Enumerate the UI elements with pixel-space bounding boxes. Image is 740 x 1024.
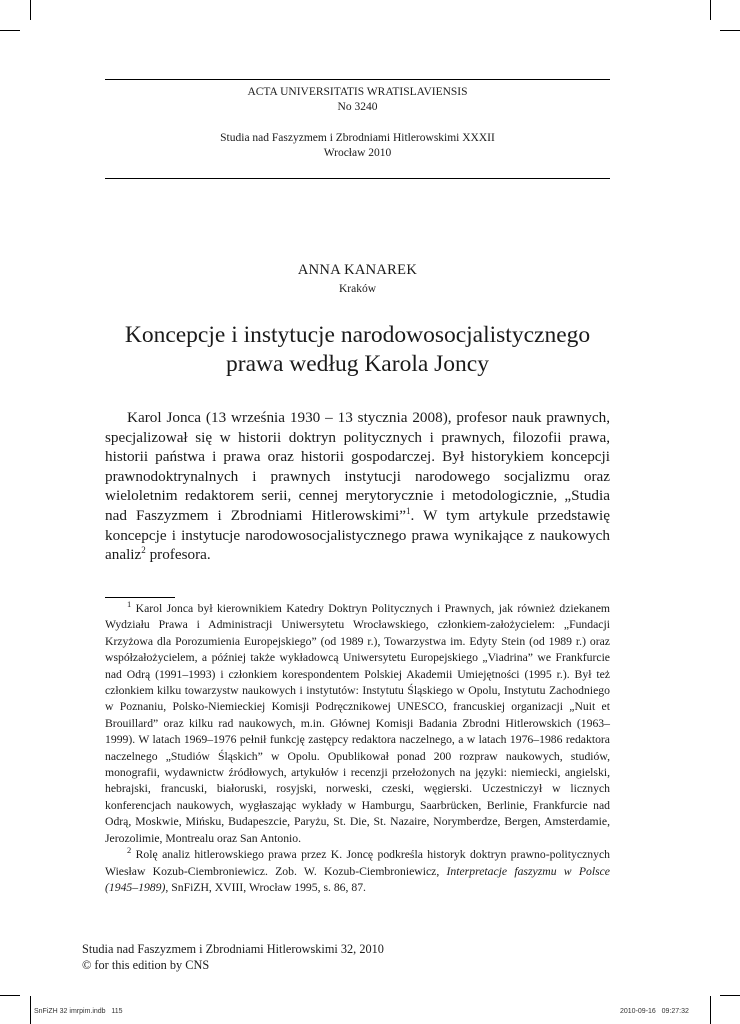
footnotes bbox=[105, 601, 610, 896]
place-year: Wrocław 2010 bbox=[323, 147, 392, 159]
footnote-2 bbox=[105, 847, 610, 896]
slug-datetime: 2010-09-16 09:27:32 bbox=[620, 1008, 689, 1015]
crop-mark-bottom-right-v bbox=[710, 996, 711, 1024]
header-rule-bottom bbox=[105, 178, 610, 179]
author-affiliation: Kraków bbox=[338, 283, 377, 295]
author-name: ANNA KANAREK bbox=[297, 262, 418, 278]
footnote-ref-1[interactable]: 1 bbox=[405, 505, 411, 516]
body-paragraph bbox=[105, 408, 610, 565]
crop-mark-bottom-right-h bbox=[720, 995, 740, 996]
crop-mark-top-left-h bbox=[0, 30, 20, 31]
page-footer bbox=[82, 941, 384, 973]
footnote-1-text: Karol Jonca był kierownikiem Katedry Doktryn Politycznych i Prawnych, jak również dziekanem Wydziału Prawa i Administracji Uniwersytetu Wrocławskiego, członkiem-założycielem: „Fundacji Krzyżowa dla Porozumienia Europejskiego” (od 1989 r.), Towarzystwa im. Edyty Stein (od 1989 r.) oraz współzałożycielem, a później także wykładowcą Uniwersytetu Europejskiego „Viadrina” we Frankfurcie nad Odrą (1991–1993) i członkiem korespondentem Polskiej Akademii Umiejętności (1995 r.). Był też członkiem kilku towarzystw naukowych i instytutów: Instytutu Śląskiego w Opolu, Instytutu Zachodniego w Poznaniu, Polsko-Niemieckiej Komisji Podręcznikowej UNESCO, francuskiej organizacji „Nuit et Brouillard” oraz kilku rad naukowych, m.in. Głównej Komisji Badania Zbrodni Hitlerowskich (1963–1999). W latach 1969–1976 pełnił funkcję zastępcy redaktora naczelnego, a w latach 1976–1986 redaktora naczelnego „Studiów Śląskich” w Opolu. Opublikował ponad 200 rozpraw naukowych, studiów, monografii, wydawnictw źródłowych, artykułów i recenzji przełożonych na języki: niemiecki, angielski, hebrajski, francuski, białoruski, rosyjski, norweski, czeski, węgierski. Uczestniczył w licznych konferencjach naukowych, wygłaszając wykłady w Hamburgu, Saarbrücken, Berlinie, Frankfurcie nad Odrą, Moskwie, Mińsku, Budapeszcie, Paryżu, St. Die, St. Nazaire, Norymberdze, Bergen, Amsterdamie, Jerozolimie, Montrealu oraz San Antonio. bbox=[105, 602, 611, 845]
series-name: Studia nad Faszyzmem i Zbrodniami Hitlerowskimi XXXII bbox=[220, 132, 495, 144]
footer-series: Studia nad Faszyzmem i Zbrodniami Hitlerowskimi 32, 2010 bbox=[82, 942, 384, 956]
footnote-ref-2[interactable]: 2 bbox=[141, 545, 146, 556]
article-title bbox=[90, 321, 625, 379]
body-text-1: Karol Jonca (13 września 1930 – 13 stycznia 2008), profesor nauk prawnych, specjalizował się w historii doktryn politycznych i prawnych, filozofii prawa, historii państwa i prawa oraz historii gospodarczej. Był historykiem koncepcji prawnodoktrynalnych i prawnych instytucji narodowego socjalizmu oraz wieloletnim redaktorem serii, cennej merytorycznie i metodologicznie, „Studia nad Faszyzmem i Zbrodniami Hitlerowskimi” bbox=[105, 409, 610, 524]
article-title-line-2: prawa według Karola Joncy bbox=[226, 351, 489, 377]
footnote-separator bbox=[105, 597, 175, 598]
footnote-1-number: 1 bbox=[127, 599, 132, 610]
article-title-line-1: Koncepcje i instytucje narodowosocjalistycznego bbox=[124, 322, 591, 348]
footnote-2-italic-title: Interpretacje faszyzmu w Polsce (1945–1989) bbox=[105, 864, 610, 894]
footnote-2-text-b: , SnFiZH, XVIII, Wrocław 1995, s. 86, 87. bbox=[165, 880, 366, 894]
body-text-3: profesora. bbox=[145, 546, 211, 564]
journal-name: ACTA UNIVERSITATIS WRATISLAVIENSIS bbox=[247, 86, 468, 98]
slug-file-name: SnFiZH 32 imrpim.indb 115 bbox=[34, 1008, 123, 1015]
footnote-2-text-a: Rolę analiz hitlerowskiego prawa przez K. Joncę podkreśla historyk doktryn prawno-politycznych Wiesław Kozub-Ciembroniewicz. Zob. W. Kozub-Ciembroniewicz, bbox=[105, 848, 610, 878]
crop-mark-bottom-left-h bbox=[0, 995, 20, 996]
body-text-2: . W tym artykule przedstawię koncepcje i instytucje narodowosocjalistycznego prawa wynikające z naukowych analiz bbox=[105, 506, 610, 564]
header-rule-top bbox=[105, 79, 610, 80]
footer-copyright: © for this edition by CNS bbox=[82, 958, 210, 972]
journal-header bbox=[105, 85, 610, 161]
journal-number: No 3240 bbox=[337, 101, 378, 113]
footnote-1 bbox=[105, 601, 610, 847]
footnote-2-number: 2 bbox=[127, 845, 132, 856]
crop-mark-top-right-v bbox=[710, 0, 711, 20]
crop-mark-top-left-v bbox=[30, 0, 31, 20]
crop-mark-bottom-left-v bbox=[30, 996, 31, 1024]
crop-mark-top-right-h bbox=[720, 30, 740, 31]
